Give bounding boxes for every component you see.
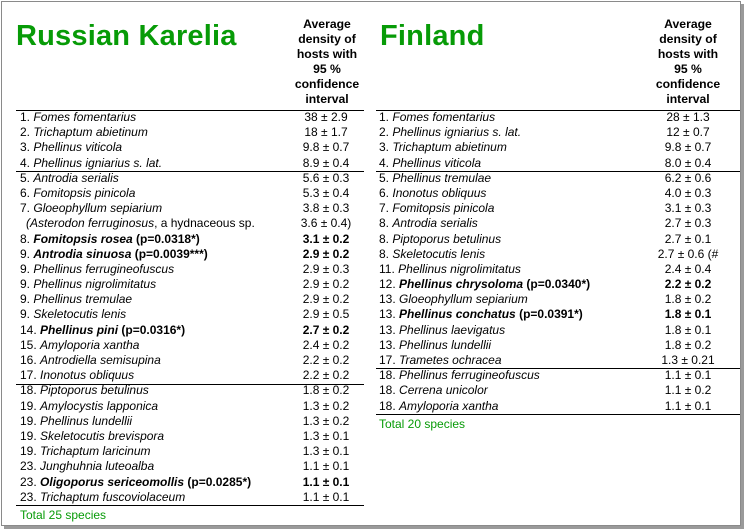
species-name: Phellinus ferrugineofuscus <box>399 368 540 383</box>
rank-number: 5. <box>20 170 31 185</box>
density-value: 1.1 ± 0.1 <box>302 474 350 489</box>
rank-number: 23. <box>20 489 37 504</box>
rank-number: 19. <box>20 444 37 459</box>
p-value: (p=0.0285*) <box>184 474 252 489</box>
species-name: Skeletocutis lenis <box>392 246 486 261</box>
species-cell <box>379 186 486 201</box>
header-line: hosts with <box>657 47 719 61</box>
species-name: Inonotus obliquus <box>40 368 135 383</box>
density-value: 2.9 ± 0.2 <box>302 246 350 261</box>
table-row <box>2 429 364 444</box>
species-cell <box>379 216 478 231</box>
table-row <box>2 232 364 247</box>
rank-number: 4. <box>379 155 390 170</box>
species-name: Gloeophyllum sepiarium <box>399 292 528 307</box>
species-name: Phellinus chrysoloma <box>399 277 524 292</box>
table-row <box>376 338 740 353</box>
density-value: 3.1 ± 0.2 <box>302 231 350 246</box>
species-name: Amyloporia xantha <box>40 337 140 352</box>
rank-number: 2. <box>20 125 31 140</box>
table-row <box>376 216 740 231</box>
density-value: 1.8 ± 0.2 <box>664 337 712 352</box>
table-row <box>2 459 364 474</box>
species-cell <box>379 201 494 216</box>
divider <box>376 368 740 369</box>
table-row <box>376 247 740 262</box>
table-row <box>2 490 364 505</box>
rank-number: 6. <box>20 185 31 200</box>
header-line: Average <box>664 17 712 31</box>
species-cell <box>20 232 200 247</box>
divider <box>16 384 364 385</box>
density-value: 1.1 ± 0.2 <box>664 383 712 398</box>
rank-number: 5. <box>379 170 390 185</box>
rank-number: 8. <box>379 246 390 261</box>
rank-number: 8. <box>379 216 390 231</box>
header-line: 95 % <box>313 62 341 76</box>
density-value: 2.2 ± 0.2 <box>664 277 712 292</box>
density-value: 3.1 ± 0.3 <box>664 201 712 216</box>
species-name: Trichaptum laricinum <box>40 444 151 459</box>
species-cell <box>20 186 135 201</box>
species-name: Antrodia serialis <box>33 170 119 185</box>
density-value: 1.3 ± 0.2 <box>302 413 350 428</box>
species-name: Piptoporus betulinus <box>392 231 502 246</box>
species-name: Phellinus tremulae <box>392 170 492 185</box>
rank-number: 13. <box>379 337 396 352</box>
table-row <box>2 292 364 307</box>
species-name: Phellinus viticola <box>33 140 123 155</box>
species-cell <box>379 262 521 277</box>
density-value: 2.2 ± 0.2 <box>302 353 350 367</box>
species-name: Phellinus igniarius s. lat. <box>392 125 522 140</box>
density-value: 1.8 ± 0.1 <box>664 322 712 337</box>
table-row <box>376 110 740 125</box>
p-value: (p=0.0039***) <box>131 246 208 261</box>
density-value: 1.1 ± 0.1 <box>664 368 712 383</box>
rank-number: 14. <box>20 322 37 337</box>
species-cell <box>379 171 491 186</box>
table-row <box>376 156 740 171</box>
rank-number: 13. <box>379 322 396 337</box>
table-row <box>376 292 740 307</box>
species-name: Phellinus nigrolimitatus <box>33 277 157 292</box>
table-row <box>2 475 364 490</box>
rank-number: 9. <box>20 277 31 292</box>
species-name: Skeletocutis lenis <box>33 307 127 322</box>
rank-number: 23. <box>20 474 37 489</box>
species-name: Phellinus lundellii <box>399 337 492 352</box>
species-cell <box>20 459 154 474</box>
rank-number: 8. <box>379 231 390 246</box>
species-cell <box>379 383 488 398</box>
table-row <box>2 444 364 459</box>
species-name: Phellinus viticola <box>392 155 482 170</box>
species-name: Antrodiella semisupina <box>40 353 161 367</box>
table-row <box>376 262 740 277</box>
species-cell <box>379 353 502 368</box>
species-name: Trametes ochracea <box>399 353 502 367</box>
species-name: Trichaptum fuscoviolaceum <box>40 489 186 504</box>
divider <box>376 110 740 111</box>
density-value: 2.4 ± 0.2 <box>302 337 350 352</box>
p-value: (p=0.0391*) <box>515 307 583 322</box>
density-value: 28 ± 1.3 <box>666 110 710 124</box>
rank-number: 19. <box>20 413 37 428</box>
table-row <box>376 201 740 216</box>
species-cell <box>379 307 583 322</box>
species-cell <box>20 490 185 505</box>
header-line: density of <box>659 32 717 46</box>
table-row <box>2 307 364 322</box>
density-value: 1.8 ± 0.1 <box>664 307 712 322</box>
rank-number: 16. <box>20 353 37 367</box>
table-row <box>376 186 740 201</box>
table-row <box>376 353 740 368</box>
species-list <box>2 110 364 505</box>
table-row <box>2 399 364 414</box>
species-name: Phellinus pini <box>40 322 119 337</box>
table-row <box>2 201 364 216</box>
density-value: 6.2 ± 0.6 <box>664 170 712 185</box>
species-name: Fomitopsis pinicola <box>33 185 136 200</box>
header-line: Average <box>303 17 351 31</box>
species-cell <box>26 216 255 231</box>
density-value: 2.9 ± 0.2 <box>302 277 350 292</box>
rank-number: 19. <box>20 398 37 413</box>
species-cell <box>379 247 485 262</box>
density-value: 5.6 ± 0.3 <box>302 170 350 185</box>
table-row <box>2 338 364 353</box>
table-row <box>2 368 364 383</box>
density-value: 1.3 ± 0.2 <box>302 398 350 413</box>
species-cell <box>20 201 162 216</box>
table-row <box>376 232 740 247</box>
table-row <box>2 383 364 398</box>
species-cell <box>20 429 164 444</box>
rank-number: 8. <box>20 231 31 246</box>
species-name: Skeletocutis brevispora <box>40 428 165 443</box>
species-cell <box>379 156 481 171</box>
density-value: 2.9 ± 0.3 <box>302 261 350 276</box>
species-name: Piptoporus betulinus <box>40 383 149 398</box>
rank-number: 4. <box>20 155 31 170</box>
density-value: 2.4 ± 0.4 <box>664 261 712 276</box>
table-row <box>2 125 364 140</box>
table-row <box>2 262 364 277</box>
density-value: 3.8 ± 0.3 <box>302 201 350 216</box>
species-name: Antrodia serialis <box>392 216 478 231</box>
rank-number: 13. <box>379 307 396 322</box>
density-value: 2.7 ± 0.2 <box>302 322 350 337</box>
table-row <box>376 383 740 398</box>
density-value: 12 ± 0.7 <box>666 125 710 140</box>
table-row <box>2 216 364 231</box>
species-name: Phellinus nigrolimitatus <box>398 261 521 276</box>
density-value: 8.0 ± 0.4 <box>664 155 712 170</box>
density-value: 2.9 ± 0.5 <box>302 307 350 322</box>
species-name: Gloeophyllum sepiarium <box>33 201 163 216</box>
table-row <box>376 171 740 186</box>
species-name: Fomes fomentarius <box>33 110 137 124</box>
species-cell <box>20 140 122 155</box>
rank-number: 13. <box>379 292 396 307</box>
density-value: 5.3 ± 0.4 <box>302 185 350 200</box>
species-cell <box>20 383 149 398</box>
species-cell <box>379 368 540 383</box>
table-row <box>2 156 364 171</box>
header-line: confidence <box>655 77 721 91</box>
table-row <box>2 414 364 429</box>
density-value: 2.7 ± 0.1 <box>664 231 712 246</box>
density-value: 1.1 ± 0.1 <box>302 489 350 504</box>
density-value: 9.8 ± 0.7 <box>664 140 712 155</box>
p-value: (p=0.0316*) <box>118 322 186 337</box>
table-row <box>2 186 364 201</box>
density-value: 4.0 ± 0.3 <box>664 185 712 200</box>
table-row <box>376 140 740 155</box>
rank-number: 3. <box>20 140 31 155</box>
species-cell <box>20 125 148 140</box>
density-value: 1.1 ± 0.1 <box>302 459 350 474</box>
divider <box>16 171 364 172</box>
rank-number: 9. <box>20 261 31 276</box>
species-name: Amylocystis lapponica <box>40 398 159 413</box>
species-name: Cerrena unicolor <box>399 383 488 398</box>
density-value: 3.6 ± 0.4) <box>300 216 352 231</box>
rank-number: 19. <box>20 428 37 443</box>
species-cell <box>379 140 507 155</box>
rank-number: 18. <box>20 383 37 398</box>
density-value: 1.8 ± 0.2 <box>664 292 712 307</box>
density-value: 1.8 ± 0.2 <box>302 383 350 398</box>
header-line: interval <box>666 92 710 106</box>
table-row <box>2 353 364 368</box>
table-row <box>2 140 364 155</box>
rank-number: 1. <box>379 110 390 124</box>
rank-number: 6. <box>379 185 390 200</box>
rank-number: 7. <box>20 201 31 216</box>
density-value: 8.9 ± 0.4 <box>302 155 350 170</box>
table-row <box>2 247 364 262</box>
species-cell <box>20 414 132 429</box>
species-name: Phellinus conchatus <box>399 307 516 322</box>
species-name: Phellinus laevigatus <box>399 322 506 337</box>
species-cell <box>20 353 161 368</box>
species-name: Trichaptum abietinum <box>392 140 507 155</box>
rank-number: 12. <box>379 277 396 292</box>
species-name: Phellinus ferrugineofuscus <box>33 261 175 276</box>
table-row <box>2 171 364 186</box>
table-row <box>376 399 740 414</box>
species-cell <box>20 368 134 383</box>
species-name: Fomitopsis pinicola <box>392 201 495 216</box>
density-value: 1.1 ± 0.1 <box>664 398 712 413</box>
divider <box>376 414 740 415</box>
rank-number: 17. <box>379 353 396 367</box>
rank-number: 18. <box>379 368 396 383</box>
density-value: 2.7 ± 0.6 (# <box>657 246 719 261</box>
species-name: Amyloporia xantha <box>399 398 499 413</box>
header-line: interval <box>305 92 349 106</box>
column-title: Russian Karelia <box>16 20 237 52</box>
table-row <box>376 323 740 338</box>
density-value: 18 ± 1.7 <box>304 125 348 140</box>
table-row <box>2 277 364 292</box>
rank-number: 1. <box>20 110 31 124</box>
species-name: Trichaptum abietinum <box>33 125 148 140</box>
species-cell <box>20 338 139 353</box>
species-cell <box>379 277 590 292</box>
species-name: Phellinus tremulae <box>33 292 133 307</box>
species-cell <box>20 110 136 125</box>
header-line: 95 % <box>674 62 702 76</box>
rank-number: 9. <box>20 292 31 307</box>
density-value: 38 ± 2.9 <box>304 110 348 124</box>
rank-number: 9. <box>20 246 31 261</box>
rank-number: 3. <box>379 140 390 155</box>
species-note: , a hydnaceous sp. <box>154 216 255 231</box>
species-name: Phellinus igniarius s. lat. <box>33 155 163 170</box>
species-cell <box>379 232 501 247</box>
species-name: (Asterodon ferruginosus <box>26 216 155 231</box>
species-cell <box>20 444 151 459</box>
species-cell <box>20 307 126 322</box>
rank-number: 2. <box>379 125 390 140</box>
table-row <box>2 323 364 338</box>
species-cell <box>379 323 505 338</box>
species-name: Phellinus lundellii <box>40 413 133 428</box>
species-cell <box>20 323 185 338</box>
species-cell <box>379 399 498 414</box>
species-cell <box>20 277 156 292</box>
species-name: Fomes fomentarius <box>392 110 496 124</box>
rank-number: 15. <box>20 337 37 352</box>
species-cell <box>20 292 132 307</box>
table-row <box>376 368 740 383</box>
species-name: Oligoporus sericeomollis <box>40 474 185 489</box>
header-line: hosts with <box>296 47 358 61</box>
p-value: (p=0.0340*) <box>523 277 591 292</box>
species-name: Fomitopsis rosea <box>33 231 133 246</box>
species-cell <box>20 399 158 414</box>
species-name: Junghuhnia luteoalba <box>40 459 155 474</box>
column-header <box>286 17 368 107</box>
table-row <box>376 307 740 322</box>
document-frame <box>1 1 741 526</box>
density-value: 2.7 ± 0.3 <box>664 216 712 231</box>
species-cell <box>379 110 495 125</box>
rank-number: 18. <box>379 383 396 398</box>
density-value: 1.3 ± 0.21 <box>661 353 715 367</box>
species-cell <box>379 125 521 140</box>
density-value: 9.8 ± 0.7 <box>302 140 350 155</box>
rank-number: 7. <box>379 201 390 216</box>
table-row <box>376 125 740 140</box>
species-name: Antrodia sinuosa <box>33 246 132 261</box>
divider <box>16 505 364 506</box>
divider <box>376 171 740 172</box>
species-cell <box>20 156 162 171</box>
column-title: Finland <box>380 20 485 52</box>
table-row <box>376 277 740 292</box>
divider <box>16 110 364 111</box>
species-cell <box>379 292 528 307</box>
header-line: density of <box>298 32 356 46</box>
density-value: 2.2 ± 0.2 <box>302 368 350 383</box>
species-cell <box>20 475 251 490</box>
species-name: Inonotus obliquus <box>392 185 487 200</box>
rank-number: 9. <box>20 307 31 322</box>
density-value: 2.9 ± 0.2 <box>302 292 350 307</box>
species-total: Total 25 species <box>20 508 107 523</box>
density-value: 1.3 ± 0.1 <box>302 428 350 443</box>
p-value: (p=0.0318*) <box>132 231 200 246</box>
species-cell <box>20 262 174 277</box>
rank-number: 18. <box>379 398 396 413</box>
rank-number: 11. <box>379 261 395 276</box>
species-cell <box>20 247 208 262</box>
species-cell <box>379 338 491 353</box>
density-value: 1.3 ± 0.1 <box>302 444 350 459</box>
header-line: confidence <box>294 77 360 91</box>
rank-number: 23. <box>20 459 37 474</box>
table-row <box>2 110 364 125</box>
column-header <box>647 17 729 107</box>
species-cell <box>20 171 119 186</box>
species-total: Total 20 species <box>379 417 466 431</box>
rank-number: 17. <box>20 368 37 383</box>
